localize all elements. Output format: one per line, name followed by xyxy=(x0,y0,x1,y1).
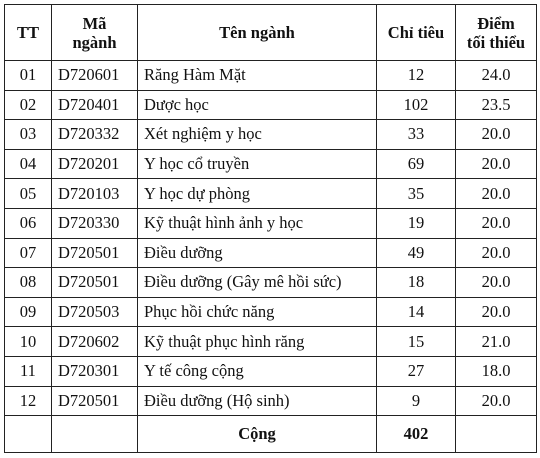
cell-ten-nganh: Điều dưỡng (Hộ sinh) xyxy=(138,386,377,416)
cell-ten-nganh: Phục hồi chức năng xyxy=(138,297,377,327)
cell-tt: 12 xyxy=(5,386,52,416)
header-tt: TT xyxy=(5,5,52,61)
cell-tt: 10 xyxy=(5,327,52,357)
total-empty-cell xyxy=(456,416,537,453)
table-row xyxy=(5,386,537,416)
table-row xyxy=(5,120,537,150)
header-diem-line1: Điểm xyxy=(477,13,515,33)
cell-ten-nganh: Dược học xyxy=(138,90,377,120)
cell-diem-toi-thieu: 20.0 xyxy=(456,268,537,298)
cell-tt: 08 xyxy=(5,268,52,298)
cell-diem-toi-thieu: 20.0 xyxy=(456,386,537,416)
cell-ma-nganh: D720301 xyxy=(52,356,138,386)
table-row xyxy=(5,179,537,209)
cell-chi-tieu: 27 xyxy=(377,356,456,386)
cell-tt: 04 xyxy=(5,149,52,179)
cell-ma-nganh: D720201 xyxy=(52,149,138,179)
cell-diem-toi-thieu: 18.0 xyxy=(456,356,537,386)
total-label: Cộng xyxy=(138,416,377,453)
cell-diem-toi-thieu: 20.0 xyxy=(456,238,537,268)
cell-ma-nganh: D720501 xyxy=(52,238,138,268)
header-ma-nganh-line1: Mã xyxy=(82,13,107,33)
cell-chi-tieu: 15 xyxy=(377,327,456,357)
cell-ten-nganh: Kỹ thuật hình ảnh y học xyxy=(138,208,377,238)
table-row xyxy=(5,297,537,327)
table-row xyxy=(5,208,537,238)
header-row xyxy=(5,5,537,61)
cell-ma-nganh: D720601 xyxy=(52,61,138,91)
cell-ten-nganh: Điều dưỡng xyxy=(138,238,377,268)
cell-chi-tieu: 18 xyxy=(377,268,456,298)
cell-diem-toi-thieu: 20.0 xyxy=(456,120,537,150)
cell-ten-nganh: Y tế công cộng xyxy=(138,356,377,386)
table-row xyxy=(5,238,537,268)
cell-chi-tieu: 14 xyxy=(377,297,456,327)
cell-chi-tieu: 9 xyxy=(377,386,456,416)
cell-diem-toi-thieu: 23.5 xyxy=(456,90,537,120)
cell-ten-nganh: Kỹ thuật phục hình răng xyxy=(138,327,377,357)
cell-tt: 11 xyxy=(5,356,52,386)
cell-ma-nganh: D720501 xyxy=(52,268,138,298)
table-row xyxy=(5,327,537,357)
cell-diem-toi-thieu: 20.0 xyxy=(456,297,537,327)
cell-tt: 07 xyxy=(5,238,52,268)
total-empty-cell xyxy=(5,416,52,453)
cell-diem-toi-thieu: 20.0 xyxy=(456,179,537,209)
cell-ma-nganh: D720501 xyxy=(52,386,138,416)
cell-chi-tieu: 33 xyxy=(377,120,456,150)
cell-tt: 05 xyxy=(5,179,52,209)
cell-ma-nganh: D720330 xyxy=(52,208,138,238)
cell-chi-tieu: 49 xyxy=(377,238,456,268)
cell-ten-nganh: Xét nghiệm y học xyxy=(138,120,377,150)
header-chi-tieu: Chỉ tiêu xyxy=(377,5,456,61)
cell-ten-nganh: Y học dự phòng xyxy=(138,179,377,209)
cell-diem-toi-thieu: 21.0 xyxy=(456,327,537,357)
cell-tt: 02 xyxy=(5,90,52,120)
cell-tt: 03 xyxy=(5,120,52,150)
header-ma-nganh xyxy=(52,5,138,61)
cell-chi-tieu: 12 xyxy=(377,61,456,91)
total-chi-tieu: 402 xyxy=(377,416,456,453)
cell-ten-nganh: Răng Hàm Mặt xyxy=(138,61,377,91)
header-ten-nganh: Tên ngành xyxy=(138,5,377,61)
cell-ma-nganh: D720503 xyxy=(52,297,138,327)
table-row xyxy=(5,61,537,91)
cell-tt: 09 xyxy=(5,297,52,327)
cell-ma-nganh: D720332 xyxy=(52,120,138,150)
table-row xyxy=(5,90,537,120)
cell-ma-nganh: D720401 xyxy=(52,90,138,120)
cell-chi-tieu: 102 xyxy=(377,90,456,120)
admission-quota-table xyxy=(4,4,537,453)
cell-diem-toi-thieu: 20.0 xyxy=(456,149,537,179)
header-diem-line2: tối thiểu xyxy=(466,32,526,52)
total-empty-cell xyxy=(52,416,138,453)
cell-diem-toi-thieu: 24.0 xyxy=(456,61,537,91)
table-row xyxy=(5,356,537,386)
total-row xyxy=(5,416,537,453)
cell-ten-nganh: Điều dưỡng (Gây mê hồi sức) xyxy=(138,268,377,298)
cell-chi-tieu: 69 xyxy=(377,149,456,179)
cell-diem-toi-thieu: 20.0 xyxy=(456,208,537,238)
cell-ma-nganh: D720602 xyxy=(52,327,138,357)
cell-chi-tieu: 35 xyxy=(377,179,456,209)
cell-ma-nganh: D720103 xyxy=(52,179,138,209)
cell-chi-tieu: 19 xyxy=(377,208,456,238)
header-ma-nganh-line2: ngành xyxy=(72,32,117,52)
cell-tt: 01 xyxy=(5,61,52,91)
table-row xyxy=(5,149,537,179)
cell-ten-nganh: Y học cổ truyền xyxy=(138,149,377,179)
header-diem-toi-thieu xyxy=(456,5,537,61)
table-row xyxy=(5,268,537,298)
cell-tt: 06 xyxy=(5,208,52,238)
